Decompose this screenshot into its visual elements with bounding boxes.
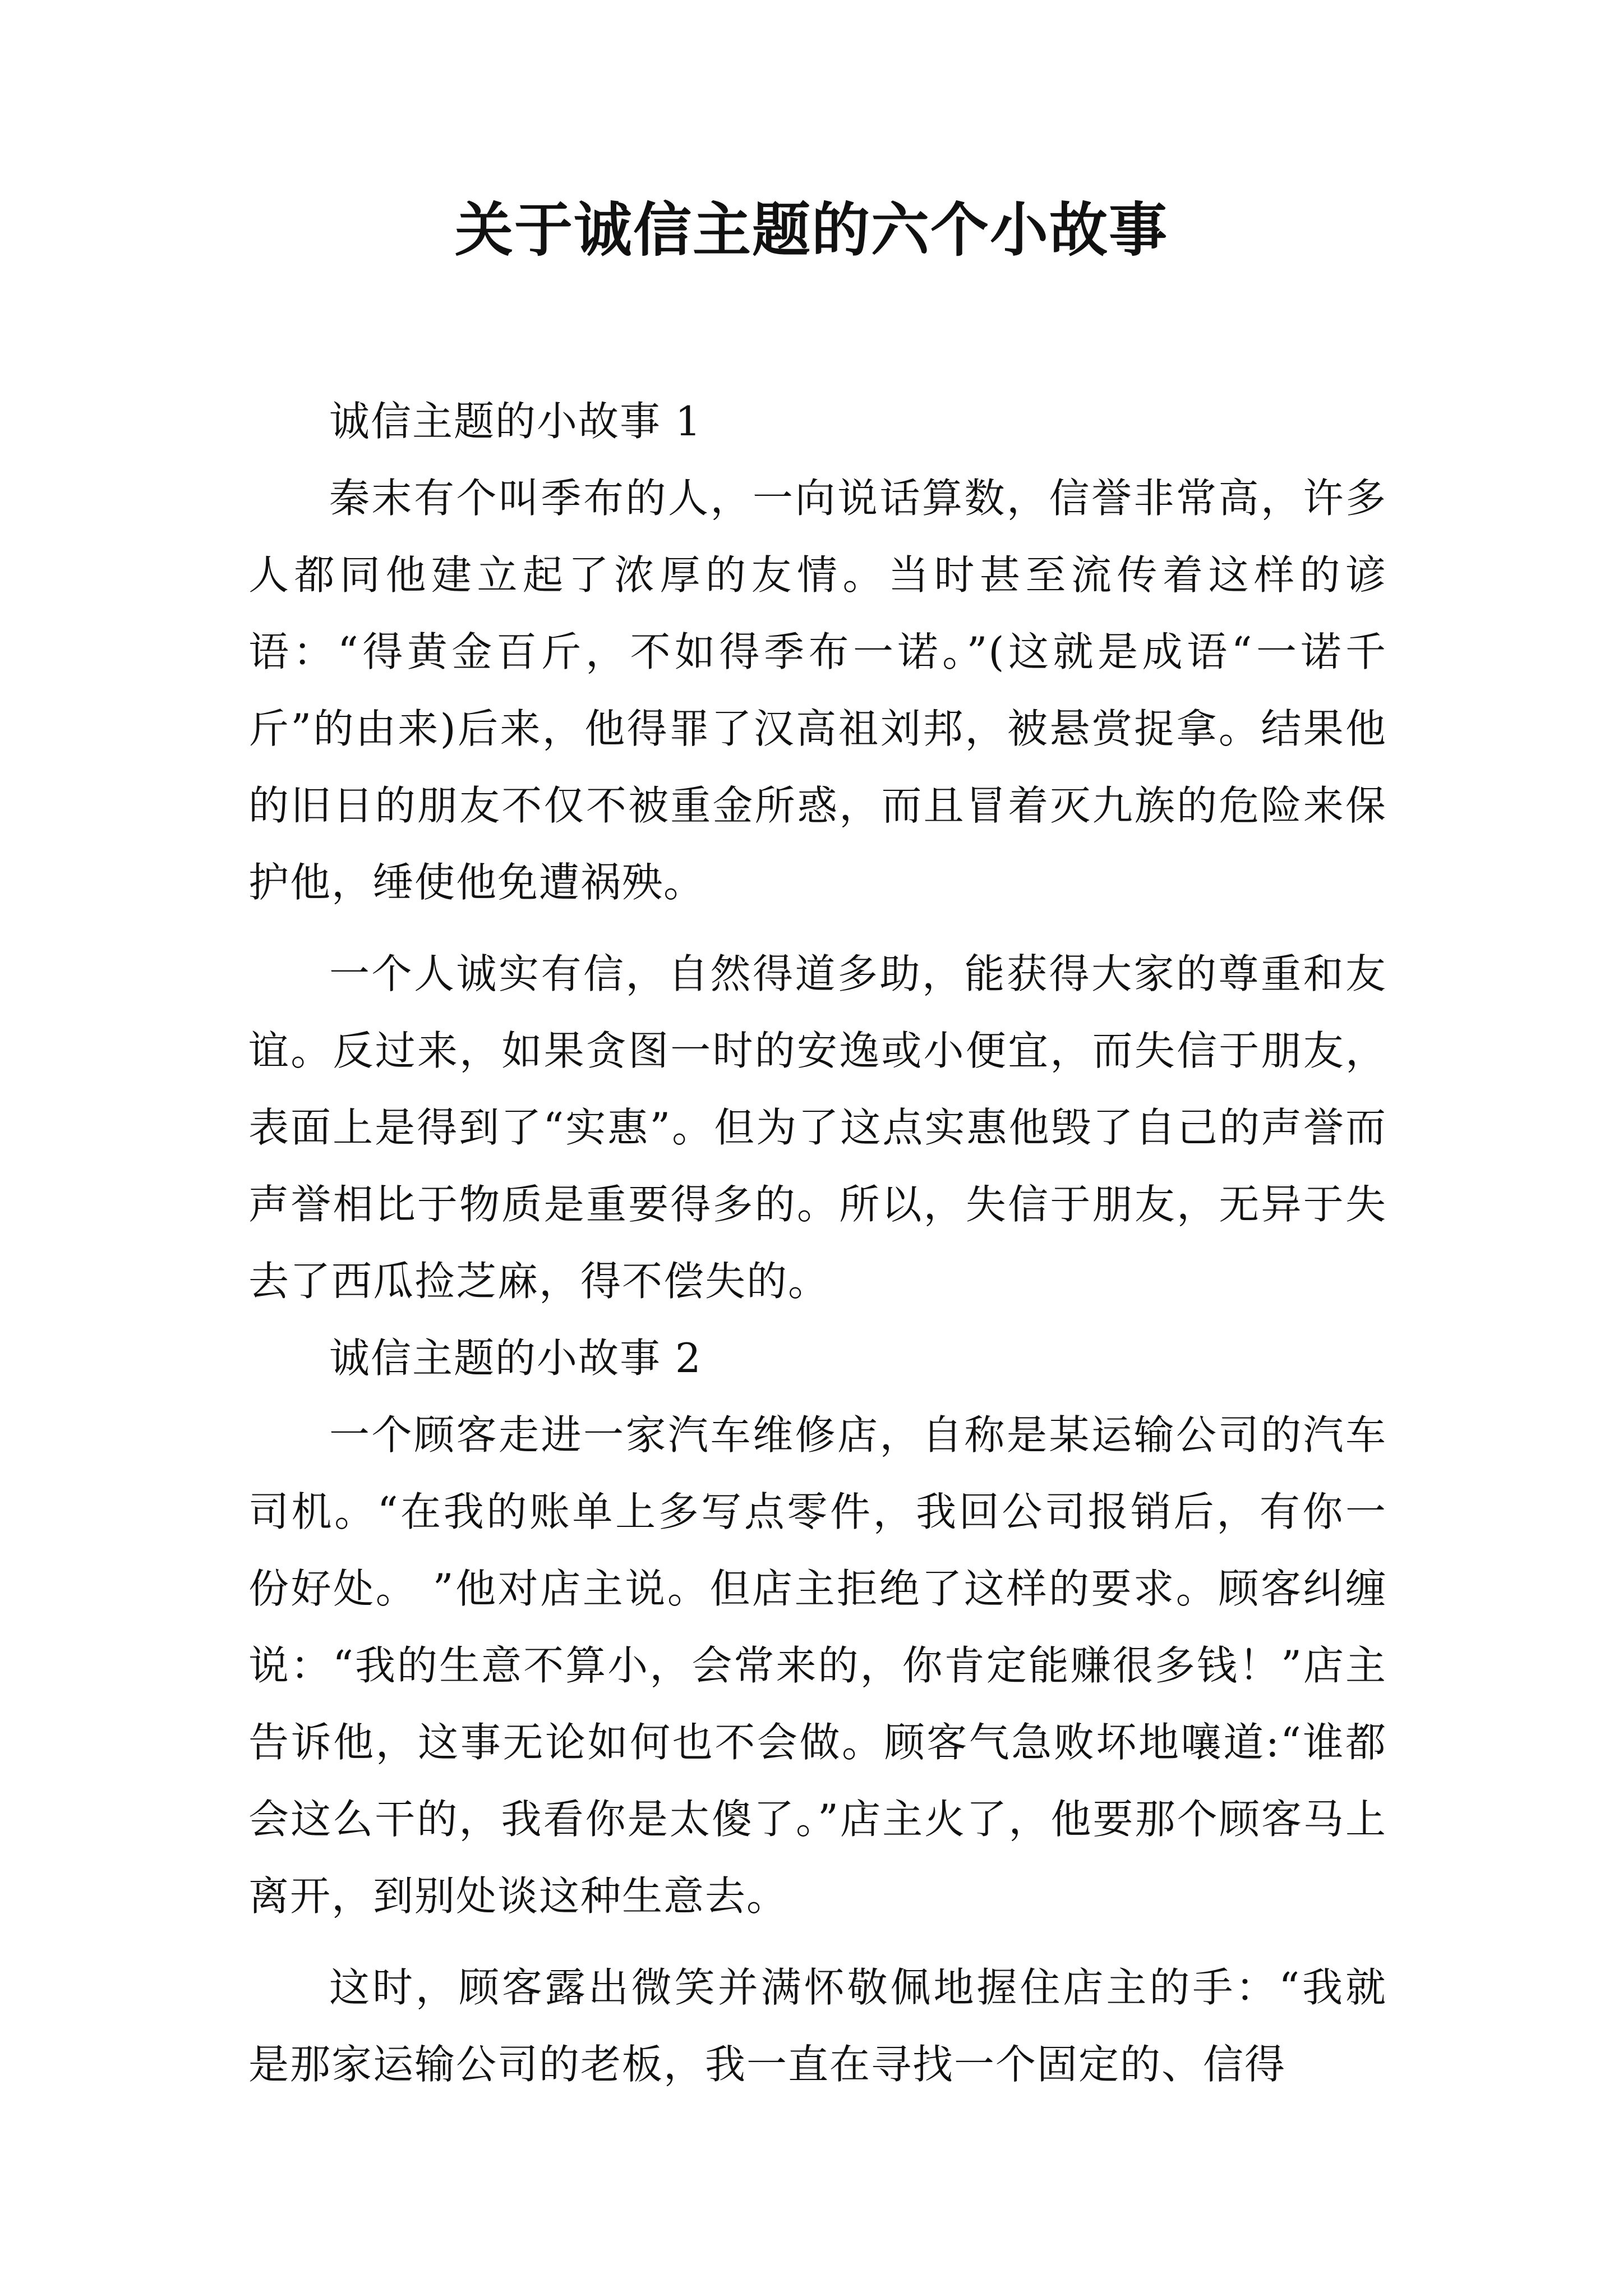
document-title: 关于诚信主题的六个小故事 bbox=[454, 195, 1168, 264]
story-1-paragraph-1: 秦末有个叫季布的人，一向说话算数，信誉非常高，许多人都同他建立起了浓厚的友情。当时甚至流传着这样的谚语：“得黄金百斤，不如得季布一诺。”(这就是成语“一诺千斤”的由来)后来，他得罪了汉高祖刘邦，被悬赏捉拿。结果他的旧日的朋友不仅不被重金所惑，而且冒着灭九族的危险来保护他，缍使他免遭祸殃。 bbox=[248, 475, 1387, 906]
document-body bbox=[248, 383, 1387, 2103]
story-heading-2: 诚信主题的小故事 2 bbox=[329, 1335, 702, 1382]
story-2-paragraph-1: 一个顾客走进一家汽车维修店，自称是某运输公司的汽车司机。“在我的账单上多写点零件，我回公司报销后，有你一份好处。 ”他对店主说。但店主拒绝了这样的要求。顾客纠缠说：“我的生意不算小，会常来的，你肯定能赚很多钱！”店主告诉他，这事无论如何也不会做。顾客气急败坏地嚷道:“谁都会这么干的，我看你是太傻了。”店主火了，他要那个顾客马上离开，到别处谈这种生意去。 bbox=[248, 1411, 1387, 1920]
story-1-paragraph-2: 一个人诚实有信，自然得道多助，能获得大家的尊重和友谊。反过来，如果贪图一时的安逸或小便宜，而失信于朋友，表面上是得到了“实惠”。但为了这点实惠他毁了自己的声誉而声誉相比于物质是重要得多的。所以，失信于朋友，无异于失去了西瓜捡芝麻，得不偿失的。 bbox=[248, 950, 1387, 1305]
story-2-paragraph-2: 这时，顾客露出微笑并满怀敬佩地握住店主的手：“我就是那家运输公司的老板，我一直在寻找一个固定的、信得 bbox=[248, 1964, 1387, 2088]
story-heading-1: 诚信主题的小故事 1 bbox=[329, 398, 702, 445]
